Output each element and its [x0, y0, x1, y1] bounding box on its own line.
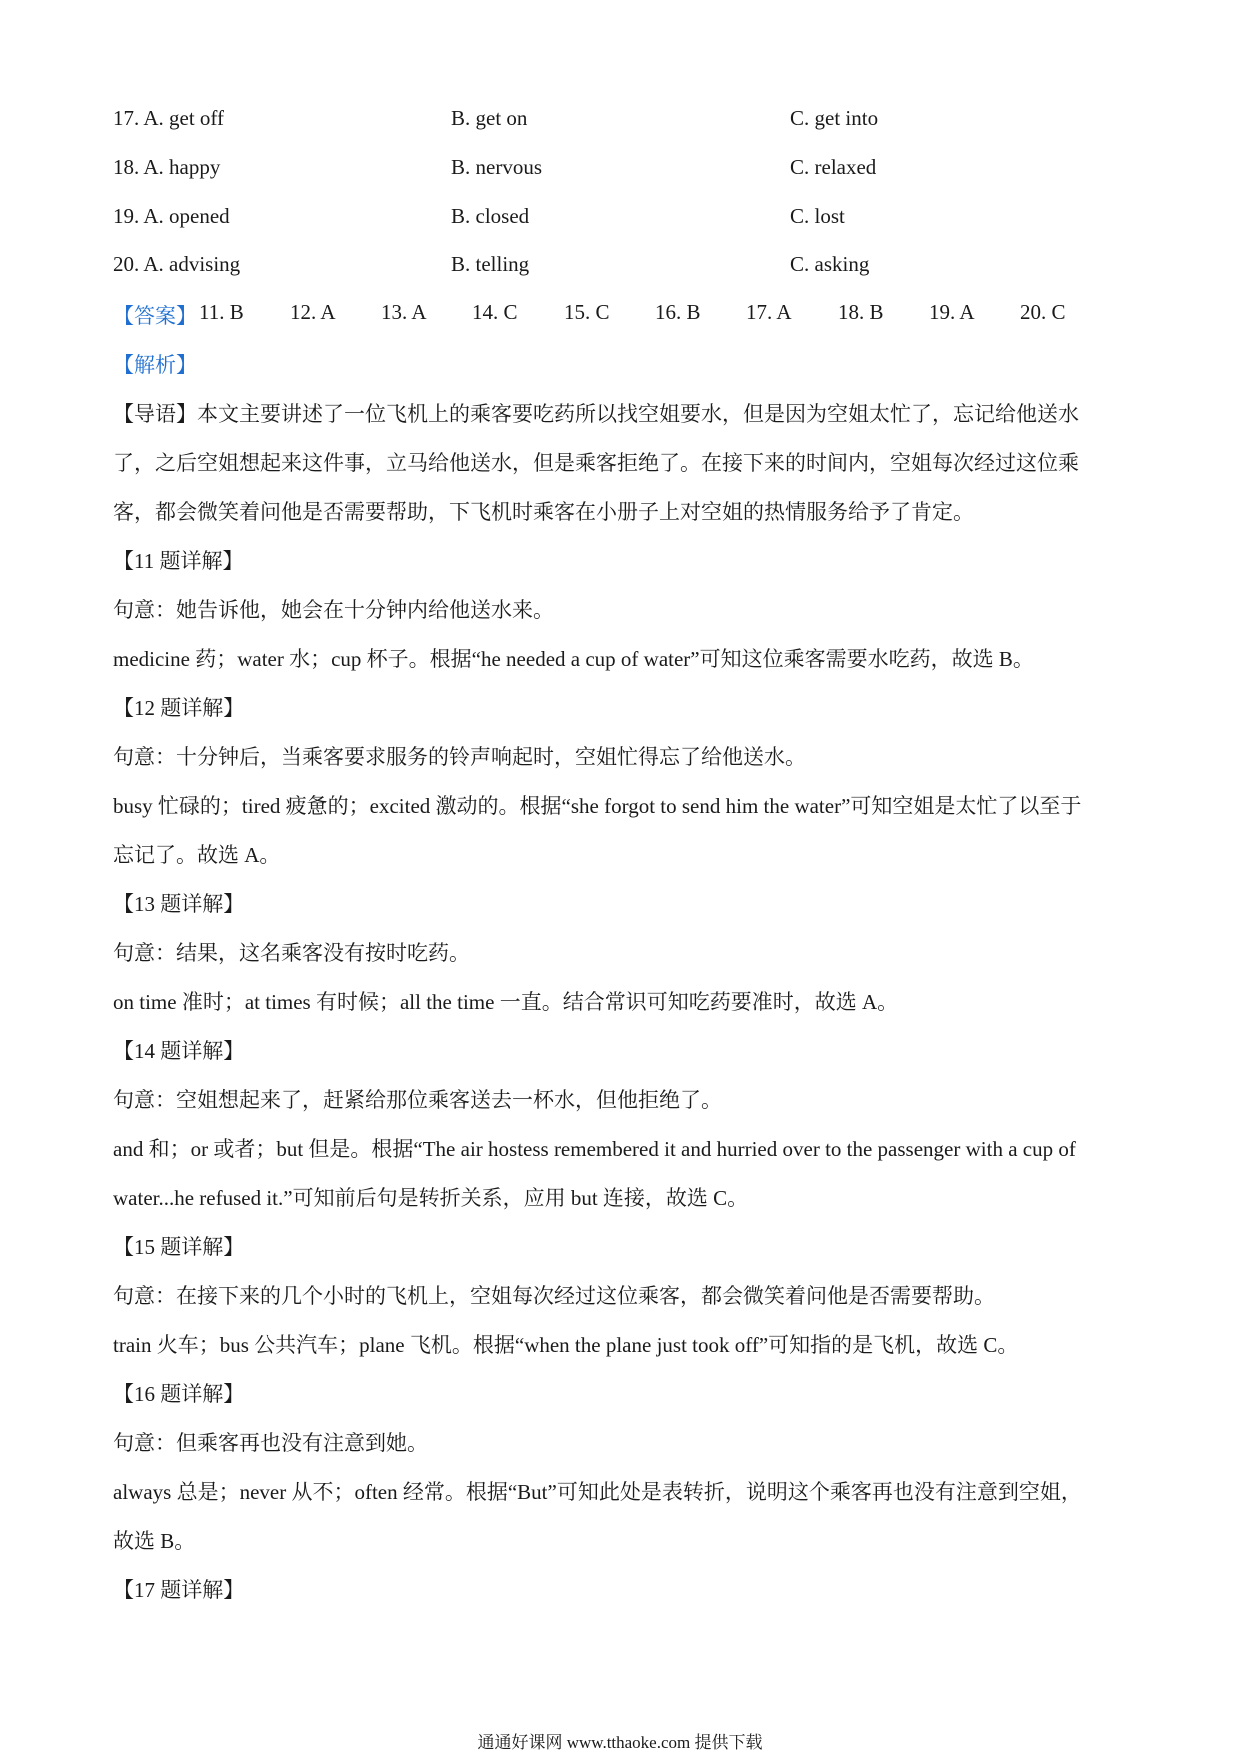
option-c: C. get into	[790, 106, 879, 130]
section-title-15: 【15 题详解】	[113, 1235, 245, 1259]
option-row-18	[113, 155, 1133, 189]
answer-item: 11. B	[199, 300, 244, 324]
section-line: 句意：十分钟后，当乘客要求服务的铃声响起时，空姐忙得忘了给他送水。	[113, 745, 806, 769]
answer-label: 【答案】	[113, 304, 197, 328]
section-title-16: 【16 题详解】	[113, 1382, 245, 1406]
section-line: 忘记了。故选 A。	[113, 843, 281, 867]
section-line: 句意：她告诉他，她会在十分钟内给他送水来。	[113, 598, 554, 622]
section-line: busy 忙碌的；tired 疲惫的；excited 激动的。根据“she forgot to send him the water”可知空姐是太忙了以至于	[113, 794, 1082, 818]
section-line: medicine 药；water 水；cup 杯子。根据“he needed a cup of water”可知这位乘客需要水吃药，故选 B。	[113, 647, 1034, 671]
answer-item: 13. A	[381, 300, 427, 324]
option-b: B. closed	[451, 204, 530, 228]
option-row-17	[113, 106, 1133, 140]
section-line: 故选 B。	[113, 1529, 196, 1553]
section-line: and 和；or 或者；but 但是。根据“The air hostess remembered it and hurried over to the passenger with a cup of	[113, 1137, 1076, 1161]
option-b: B. get on	[451, 106, 528, 130]
answer-item: 17. A	[746, 300, 792, 324]
section-title-12: 【12 题详解】	[113, 696, 245, 720]
answer-item: 14. C	[472, 300, 518, 324]
section-line: water...he refused it.”可知前后句是转折关系，应用 but 连接，故选 C。	[113, 1186, 749, 1210]
option-row-20	[113, 252, 1133, 286]
option-c: C. lost	[790, 204, 845, 228]
section-line: 句意：但乘客再也没有注意到她。	[113, 1431, 428, 1455]
section-line: train 火车；bus 公共汽车；plane 飞机。根据“when the plane just took off”可知指的是飞机，故选 C。	[113, 1333, 1019, 1357]
answer-item: 20. C	[1020, 300, 1066, 324]
section-line: on time 准时；at times 有时候；all the time 一直。结合常识可知吃药要准时，故选 A。	[113, 990, 899, 1014]
analysis-label: 【解析】	[113, 353, 197, 377]
answer-item: 16. B	[655, 300, 701, 324]
option-c: C. relaxed	[790, 155, 877, 179]
option-b: B. telling	[451, 252, 530, 276]
section-title-14: 【14 题详解】	[113, 1039, 245, 1063]
section-line: 句意：结果，这名乘客没有按时吃药。	[113, 941, 470, 965]
section-line: always 总是；never 从不；often 经常。根据“But”可知此处是表转折，说明这个乘客再也没有注意到空姐，	[113, 1480, 1082, 1504]
answer-row	[113, 300, 1066, 330]
intro-line: 【导语】本文主要讲述了一位飞机上的乘客要吃药所以找空姐要水，但是因为空姐太忙了，忘记给他送水	[113, 402, 1079, 426]
answer-item: 19. A	[929, 300, 975, 324]
intro-line: 客，都会微笑着问他是否需要帮助，下飞机时乘客在小册子上对空姐的热情服务给予了肯定。	[113, 500, 974, 524]
option-c: C. asking	[790, 252, 870, 276]
option-a: 18. A. happy	[113, 155, 221, 179]
option-a: 17. A. get off	[113, 106, 225, 130]
answer-item: 18. B	[838, 300, 884, 324]
option-b: B. nervous	[451, 155, 542, 179]
section-title-17: 【17 题详解】	[113, 1578, 245, 1602]
section-line: 句意：在接下来的几个小时的飞机上，空姐每次经过这位乘客，都会微笑着问他是否需要帮助。	[113, 1284, 995, 1308]
answer-item: 15. C	[564, 300, 610, 324]
page-footer: 通通好课网 www.tthaoke.com 提供下载	[477, 1733, 763, 1752]
option-row-19	[113, 204, 1133, 238]
option-a: 19. A. opened	[113, 204, 230, 228]
answer-item: 12. A	[290, 300, 336, 324]
section-title-11: 【11 题详解】	[113, 549, 244, 573]
section-title-13: 【13 题详解】	[113, 892, 245, 916]
section-line: 句意：空姐想起来了，赶紧给那位乘客送去一杯水，但他拒绝了。	[113, 1088, 722, 1112]
intro-line: 了，之后空姐想起来这件事，立马给他送水，但是乘客拒绝了。在接下来的时间内，空姐每次经过这位乘	[113, 451, 1079, 475]
option-a: 20. A. advising	[113, 252, 241, 276]
